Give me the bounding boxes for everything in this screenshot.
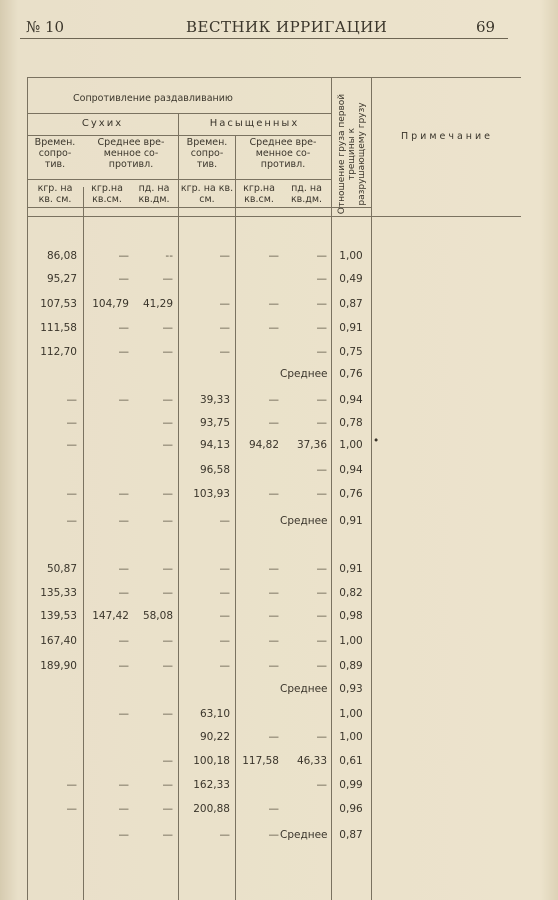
table-cell: 1,00 [339,250,363,262]
average-label: Среднее [280,683,328,695]
col-divider [83,187,84,900]
table-cell: — [316,273,327,285]
journal-title: ВЕСТНИК ИРРИГАЦИИ [186,18,388,36]
table-cell: 0,75 [339,346,363,358]
table-cell: — [162,515,173,527]
table-cell: — [162,394,173,406]
table-cell: — [316,563,327,575]
table-cell: — [118,708,129,720]
header-bottom-rule [27,216,521,217]
table-cell: — [316,660,327,672]
row-divider [27,113,331,114]
col-avg-sat: Среднее вре- менное со- противл. [249,137,317,170]
table-cell: — [162,346,173,358]
col-temp-sat: Времен. сопро- тив. [186,137,228,170]
table-cell: 0,61 [339,755,363,767]
table-cell: — [118,322,129,334]
note-bullet: • [373,435,380,447]
table-cell: — [118,273,129,285]
table-cell: 41,29 [142,298,173,310]
data-table [27,77,521,900]
table-cell: 96,58 [199,464,230,476]
table-cell: 63,10 [199,708,230,720]
table-cell: — [162,779,173,791]
table-cell: — [316,587,327,599]
table-cell: 104,79 [92,298,129,310]
table-cell: 1,00 [339,731,363,743]
table-cell: — [219,346,230,358]
table-cell: — [118,394,129,406]
table-cell: 1,00 [339,635,363,647]
table-cell: 95,27 [46,273,77,285]
table-cell: 0,78 [339,417,363,429]
table-cell: — [268,731,279,743]
table-cell: — [316,322,327,334]
table-cell: — [219,515,230,527]
row-divider [27,179,331,180]
table-cell: 0,89 [339,660,363,672]
table-cell: — [66,417,77,429]
table-cell: — [162,635,173,647]
table-cell: — [316,346,327,358]
table-cell: — [316,779,327,791]
table-cell: — [316,394,327,406]
table-cell: 94,82 [248,439,279,451]
average-label: Среднее [280,368,328,380]
table-cell: — [268,322,279,334]
table-cell: — [162,439,173,451]
table-cell: 0,96 [339,803,363,815]
table-cell: — [268,635,279,647]
header-rule [20,38,508,39]
table-cell: 37,36 [296,439,327,451]
row-divider [27,207,371,208]
table-cell: — [268,610,279,622]
table-cell: 107,53 [40,298,77,310]
table-cell: 0,91 [339,322,363,334]
table-cell: 39,33 [199,394,230,406]
table-cell: 200,88 [193,803,230,815]
table-cell: — [268,829,279,841]
table-cell: 0,82 [339,587,363,599]
average-label: Среднее [280,515,328,527]
table-cell: — [162,587,173,599]
table-cell: 90,22 [199,731,230,743]
table-cell: 111,58 [40,322,77,334]
table-cell: — [66,515,77,527]
row-divider [27,135,331,136]
table-cell: — [219,322,230,334]
table-cell: — [162,660,173,672]
table-cell: 58,08 [142,610,173,622]
table-cell: — [316,731,327,743]
table-cell: — [316,464,327,476]
table-cell: 0,87 [339,829,363,841]
col-ratio-label: Отношение груза первой трещины к разрушающему грузу [337,93,367,215]
table-cell: 0,98 [339,610,363,622]
table-cell: — [118,346,129,358]
table-cell: — [268,587,279,599]
table-cell: — [66,779,77,791]
table-cell: 0,87 [339,298,363,310]
table-cell: 0,76 [339,488,363,500]
issue-number: № 10 [26,18,65,36]
table-cell: — [162,322,173,334]
table-cell: 100,18 [193,755,230,767]
table-cell: 46,33 [296,755,327,767]
table-cell: — [316,635,327,647]
table-cell: 0,76 [339,368,363,380]
table-title: Сопротивление раздавливанию [73,93,233,104]
table-cell: — [219,587,230,599]
table-cell: 1,00 [339,708,363,720]
group-dry: Сухих [81,118,124,129]
table-cell: — [268,417,279,429]
table-cell: 0,91 [339,563,363,575]
table-cell: 0,99 [339,779,363,791]
table-cell: — [162,563,173,575]
table-cell: 0,94 [339,394,363,406]
table-cell: 135,33 [40,587,77,599]
table-cell: — [316,250,327,262]
unit-kg: кгр.на кв.см. [243,183,275,205]
col-temp-dry: Времен. сопро- тив. [34,137,76,170]
table-cell: 93,75 [199,417,230,429]
table-cell: — [316,298,327,310]
col-divider [371,77,372,900]
table-cell: 167,40 [40,635,77,647]
table-cell: 0,94 [339,464,363,476]
col-avg-dry: Среднее вре- менное со- противл. [97,137,165,170]
table-cell: — [162,273,173,285]
table-cell: 103,93 [193,488,230,500]
table-cell: — [219,660,230,672]
table-cell: — [268,250,279,262]
table-cell: 0,91 [339,515,363,527]
table-cell: — [162,803,173,815]
table-cell: — [219,298,230,310]
table-cell: — [118,803,129,815]
table-cell: — [268,803,279,815]
table-cell: — [66,803,77,815]
table-cell: 189,90 [40,660,77,672]
table-cell: — [118,779,129,791]
table-cell: — [219,563,230,575]
table-cell: — [219,635,230,647]
table-cell: — [66,394,77,406]
table-cell: — [162,488,173,500]
group-saturated: Насыщенных [209,118,300,129]
unit-pd: пд. на кв.дм. [290,183,323,205]
page-number: 69 [476,18,496,36]
average-label: Среднее [280,829,328,841]
table-cell: — [268,298,279,310]
table-cell: — [268,488,279,500]
table-cell: — [316,610,327,622]
table-cell: — [162,417,173,429]
table-cell: — [118,488,129,500]
unit-kg: кгр. на кв. см. [37,183,73,205]
table-cell: -- [165,250,173,262]
table-cell: — [66,488,77,500]
table-cell: 147,42 [92,610,129,622]
table-cell: — [118,587,129,599]
table-cell: 162,33 [193,779,230,791]
table-cell: — [118,829,129,841]
unit-pd: пд. на кв.дм. [138,183,170,205]
table-cell: 139,53 [40,610,77,622]
table-cell: — [316,417,327,429]
table-cell: 112,70 [40,346,77,358]
table-cell: — [219,250,230,262]
table-cell: — [118,250,129,262]
table-cell: — [268,394,279,406]
table-cell: — [219,610,230,622]
table-cell: 0,49 [339,273,363,285]
table-cell: 50,87 [46,563,77,575]
unit-kg: кгр.на кв.см. [91,183,123,205]
table-cell: — [66,439,77,451]
table-cell: — [219,829,230,841]
table-cell: 0,93 [339,683,363,695]
table-cell: — [118,660,129,672]
unit-kg: кгр. на кв. см. [180,183,234,205]
table-cell: 117,58 [242,755,279,767]
table-cell: 94,13 [199,439,230,451]
table-cell: — [162,755,173,767]
table-cell: — [118,563,129,575]
table-cell: — [316,488,327,500]
table-cell: — [268,563,279,575]
table-cell: — [118,635,129,647]
table-cell: — [118,515,129,527]
table-cell: — [162,829,173,841]
col-note-header: Примечание [400,131,494,142]
table-cell: — [162,708,173,720]
table-cell: 1,00 [339,439,363,451]
table-border-top [27,77,521,78]
table-cell: — [268,660,279,672]
table-cell: 86,08 [46,250,77,262]
col-ratio-header [337,81,367,215]
